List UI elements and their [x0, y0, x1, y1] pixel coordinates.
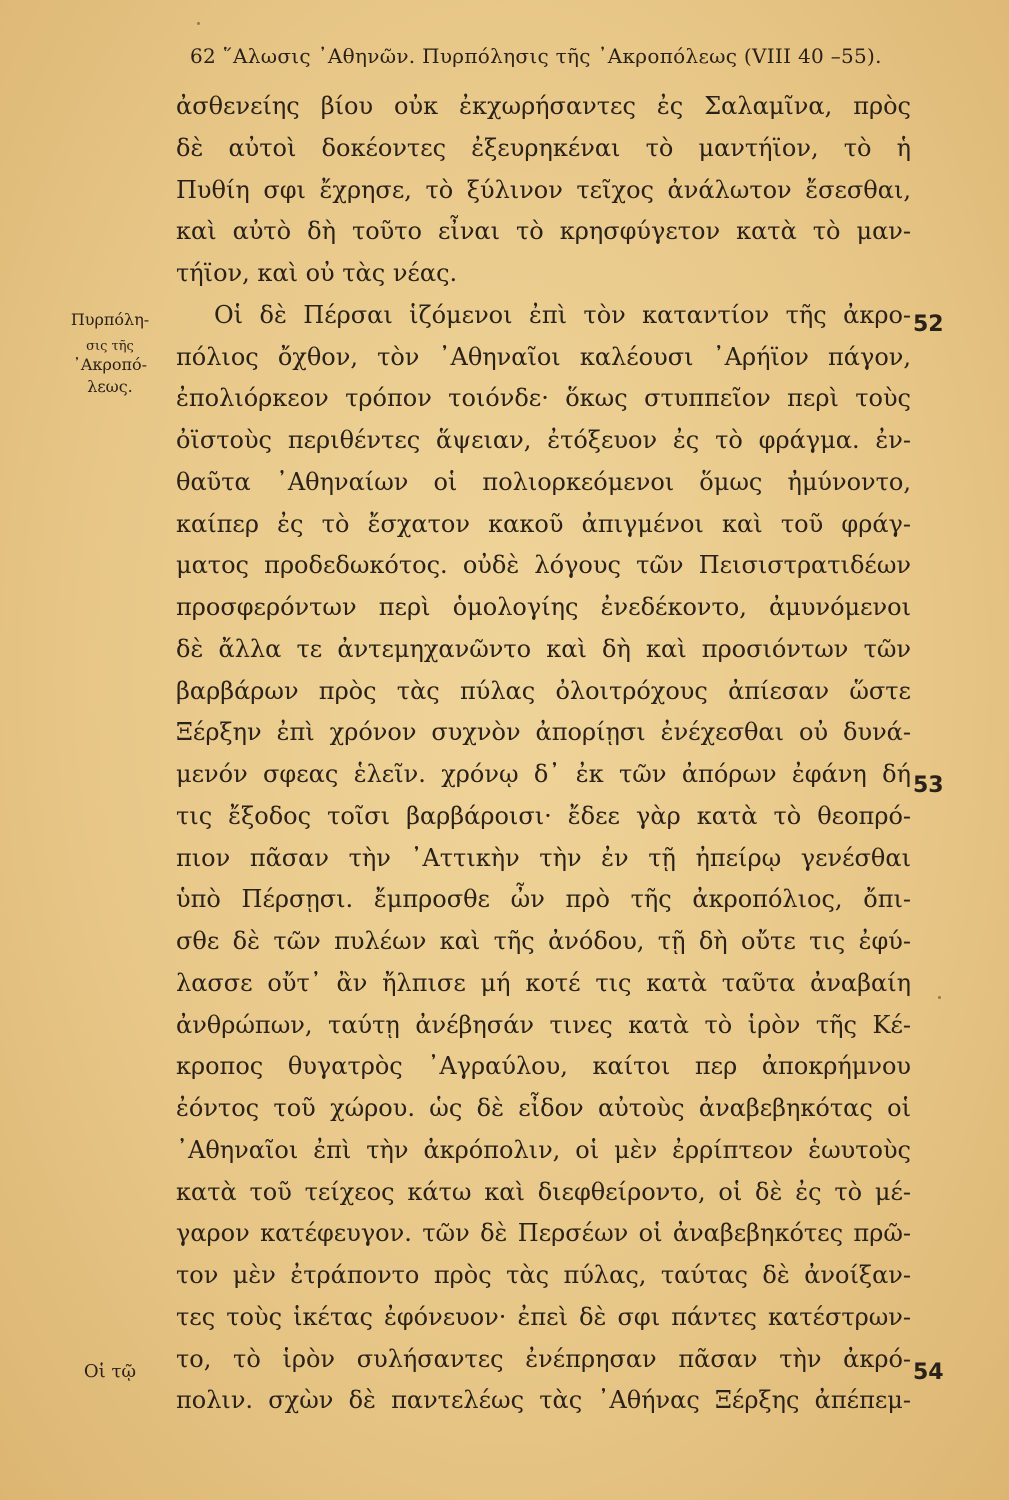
- margin-note-pyrpolesis: [58, 310, 162, 398]
- margin-note-line: Οἱ τῷ: [83, 1361, 137, 1382]
- text-line: γαρον κατέφευγον. τῶν δὲ Περσέων οἱ ἀναβεβηκότες πρῶ-: [176, 1219, 911, 1248]
- text-line: θαῦτα ᾿Αθηναίων οἱ πολιορκεόμενοι ὅμως ἠμύνοντο,: [176, 467, 911, 496]
- section-number-52: 52: [913, 312, 944, 337]
- text-line: μενόν σφεας ἑλεῖν. χρόνῳ δ᾿ ἐκ τῶν ἀπόρων ἐφάνη δή: [176, 760, 911, 788]
- margin-note-hoi-to: [58, 1362, 162, 1382]
- text-line: Οἱ δὲ Πέρσαι ἱζόμενοι ἐπὶ τὸν καταντίον τῆς ἀκρο-: [214, 300, 911, 329]
- text-line: καίπερ ἐς τὸ ἔσχατον κακοῦ ἀπιγμένοι καὶ τοῦ φράγ-: [176, 509, 911, 538]
- margin-note-line: ᾿Ακροπό-: [72, 355, 148, 374]
- text-line: τον μὲν ἐτράποντο πρὸς τὰς πύλας, ταύτας δὲ ἀνοίξαν-: [176, 1261, 911, 1289]
- section-number-54: 54: [913, 1360, 944, 1385]
- text-line: ἀσθενείης βίου οὐκ ἐκχωρήσαντες ἐς Σαλαμῖνα, πρὸς: [176, 92, 911, 120]
- text-line: ματος προδεδωκότος. οὐδὲ λόγους τῶν Πεισιστρατιδέων: [176, 551, 911, 580]
- text-line: δὲ ἄλλα τε ἀντεμηχανῶντο καὶ δὴ καὶ προσιόντων τῶν: [176, 634, 911, 663]
- text-line: πιον πᾶσαν τὴν ᾿Αττικὴν τὴν ἐν τῇ ἠπείρῳ γενέσθαι: [176, 843, 911, 872]
- text-line: ἀνθρώπων, ταύτῃ ἀνέβησάν τινες κατὰ τὸ ἱρὸν τῆς Κέ-: [176, 1010, 911, 1039]
- section-number-53: 53: [913, 773, 944, 798]
- text-line: ἐπολιόρκεον τρόπον τοιόνδε· ὅκως στυππεῖον περὶ τοὺς: [176, 384, 911, 413]
- ink-speck: [197, 22, 200, 25]
- body-text: [176, 86, 911, 1422]
- text-line: ἐόντος τοῦ χώρου. ὡς δὲ εἶδον αὐτοὺς ἀναβεβηκότας οἱ: [176, 1094, 911, 1122]
- text-line: πόλιος ὄχθον, τὸν ᾿Αθηναῖοι καλέουσι ᾿Αρήϊον πάγον,: [176, 342, 911, 371]
- text-line: τήϊον, καὶ οὐ τὰς νέας.: [176, 259, 458, 287]
- text-line: κατὰ τοῦ τείχεος κάτω καὶ διεφθείροντο, οἱ δὲ ἐς τὸ μέ-: [176, 1177, 911, 1206]
- text-line: σθε δὲ τῶν πυλέων καὶ τῆς ἀνόδου, τῇ δὴ οὔτε τις ἐφύ-: [176, 927, 911, 955]
- text-line: κροπος θυγατρὸς ᾿Αγραύλου, καίτοι περ ἀποκρήμνου: [176, 1052, 911, 1081]
- text-line: Πυθίη σφι ἔχρησε, τὸ ξύλινον τεῖχος ἀνάλωτον ἔσεσθαι,: [176, 175, 911, 204]
- text-line: ὑπὸ Πέρσῃσι. ἔμπροσθε ὦν πρὸ τῆς ἀκροπόλιος, ὄπι-: [176, 885, 911, 914]
- text-line: ὀϊστοὺς περιθέντες ἅψειαν, ἐτόξευον ἐς τὸ φράγμα. ἐν-: [176, 426, 911, 454]
- text-line: Ξέρξην ἐπὶ χρόνον συχνὸν ἀπορίῃσι ἐνέχεσθαι οὐ δυνά-: [176, 718, 911, 747]
- text-line: λασσε οὔτ᾿ ἂν ἤλπισε μή κοτέ τις κατὰ ταῦτα ἀναβαίη: [176, 968, 911, 997]
- text-line: ᾿Αθηναῖοι ἐπὶ τὴν ἀκρόπολιν, οἱ μὲν ἐρρίπτεον ἑωυτοὺς: [176, 1135, 911, 1164]
- text-line: βαρβάρων πρὸς τὰς πύλας ὀλοιτρόχους ἀπίεσαν ὥστε: [176, 676, 911, 705]
- text-line: καὶ αὐτὸ δὴ τοῦτο εἶναι τὸ κρησφύγετον κατὰ τὸ μαν-: [176, 217, 911, 246]
- text-line: δὲ αὐτοὶ δοκέοντες ἐξευρηκέναι τὸ μαντήϊον, τὸ ἡ: [176, 133, 911, 162]
- text-line: πολιν. σχὼν δὲ παντελέως τὰς ᾿Αθήνας Ξέρξης ἀπέπεμ-: [176, 1386, 911, 1415]
- text-line: τες τοὺς ἱκέτας ἐφόνευον· ἐπεὶ δὲ σφι πάντες κατέστρων-: [176, 1302, 911, 1331]
- text-line: προσφερόντων περὶ ὁμολογίης ἐνεδέκοντο, ἀμυνόμενοι: [176, 593, 911, 621]
- text-line: τις ἔξοδος τοῖσι βαρβάροισι· ἔδεε γὰρ κατὰ τὸ θεοπρό-: [176, 801, 911, 830]
- text-line: το, τὸ ἱρὸν συλήσαντες ἐνέπρησαν πᾶσαν τὴν ἀκρό-: [176, 1344, 911, 1373]
- ink-speck: [938, 996, 941, 999]
- running-header: 62 ῞Αλωσις ᾿Αθηνῶν. Πυρπόλησις τῆς ᾿Ακροπόλεως (VIII 40 –55).: [190, 44, 882, 68]
- margin-note-line: λεως.: [87, 377, 133, 396]
- margin-note-line: Πυρπόλη-: [70, 310, 150, 329]
- margin-note-line: σις τῆς: [86, 339, 134, 354]
